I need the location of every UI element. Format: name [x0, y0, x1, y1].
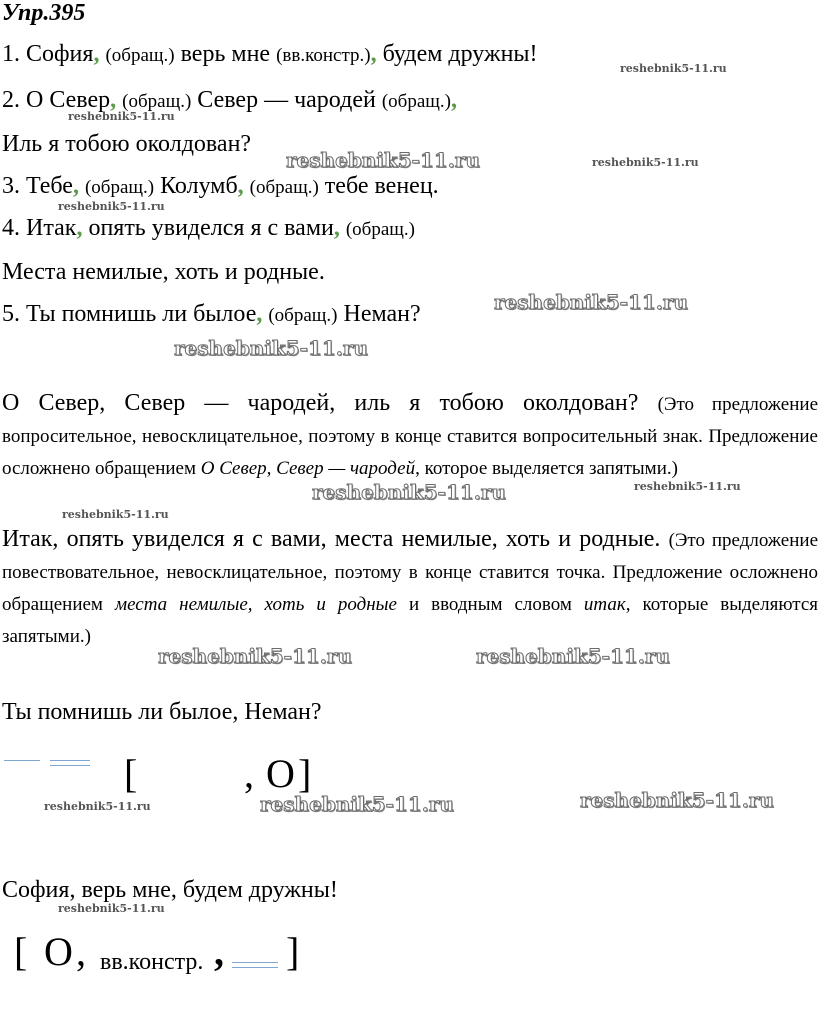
scheme-2-intro: вв.констр. [100, 949, 204, 975]
sentence-text: София [26, 41, 94, 67]
watermark: reshebnik5-11.ru [68, 110, 175, 123]
scheme-1-address: О [266, 751, 295, 796]
grammar-label: (обращ.) [268, 305, 338, 326]
sentence-text: Ты помнишь ли былое [26, 301, 257, 327]
highlighted-comma: , [333, 215, 340, 241]
highlighted-comma: , [93, 41, 100, 67]
highlighted-comma: , [72, 173, 79, 199]
watermark: reshebnik5-11.ru [476, 644, 670, 668]
predicate-underline [50, 760, 90, 766]
sentence-4-continuation: Места немилые, хоть и родные. [2, 259, 325, 285]
sentence-number: 5. [2, 301, 20, 327]
scheme-2-open-bracket: [ [14, 929, 28, 974]
grammar-label: (обращ.) [105, 45, 175, 66]
sentence-number: 1. [2, 41, 20, 67]
grammar-label: (обращ.) [345, 219, 415, 240]
scheme-1-close-bracket: ] [298, 751, 312, 796]
sentence-text: Север — чародей [197, 87, 376, 113]
scheme-1-sentence: Ты помнишь ли былое, Неман? [2, 699, 322, 725]
analysis-italic: места немилые, хоть и родные [114, 594, 397, 615]
sentence-5 [2, 300, 421, 330]
sentence-text: Тебе [26, 173, 73, 199]
sentence-number: 2. [2, 87, 20, 113]
sentence-1 [2, 40, 538, 70]
analysis-sentence: О Север, Север — чародей, иль я тобою околдован? [2, 390, 639, 416]
exercise-title: Упр.395 [2, 0, 86, 26]
sentence-number: 3. [2, 173, 20, 199]
watermark: reshebnik5-11.ru [62, 508, 169, 521]
highlighted-comma: , [76, 215, 83, 241]
scheme-2-sentence: София, верь мне, будем дружны! [2, 877, 338, 903]
analysis-sentence: Итак, опять увиделся я с вами, места немилые, хоть и родные. [2, 526, 661, 552]
grammar-label: (обращ.) [381, 91, 451, 112]
watermark: reshebnik5-11.ru [174, 336, 368, 360]
sentence-text: верь мне [180, 41, 271, 67]
highlighted-comma: , [256, 301, 263, 327]
watermark: reshebnik5-11.ru [58, 902, 165, 915]
sentence-text: тебе венец. [324, 173, 439, 199]
analysis-note: и вводным словом [396, 594, 584, 615]
watermark: reshebnik5-11.ru [580, 788, 774, 812]
highlighted-comma: , [370, 41, 377, 67]
watermark: reshebnik5-11.ru [286, 148, 480, 172]
watermark: reshebnik5-11.ru [260, 792, 454, 816]
analysis-note: , которое выделяется запятыми.) [415, 458, 678, 479]
watermark: reshebnik5-11.ru [158, 644, 352, 668]
scheme-2-address: О [44, 929, 73, 974]
analysis-italic: итак [583, 594, 626, 615]
watermark: reshebnik5-11.ru [44, 800, 151, 813]
watermark: reshebnik5-11.ru [494, 290, 688, 314]
scheme-2-close-bracket: ] [286, 929, 300, 974]
grammar-label: (обращ.) [249, 177, 319, 198]
analysis-italic: О Север, Север — чародей [200, 458, 416, 479]
watermark: reshebnik5-11.ru [312, 480, 506, 504]
highlighted-comma: , [110, 87, 117, 113]
grammar-label: (обращ.) [84, 177, 155, 198]
watermark: reshebnik5-11.ru [620, 62, 727, 75]
watermark: reshebnik5-11.ru [58, 200, 165, 213]
sentence-4 [2, 214, 415, 244]
analysis-paragraph-2 [2, 524, 818, 652]
analysis-note: , которые выделяются запятыми.) [2, 594, 818, 647]
sentence-text: Итак [26, 215, 77, 241]
analysis-note: (Это предложение повествовательное, невосклицательное, поэтому в конце ставится точка. Предложение осложнено обращением [2, 530, 818, 615]
sentence-text: будем дружны! [382, 41, 538, 67]
watermark: reshebnik5-11.ru [592, 156, 699, 169]
analysis-note: (Это предложение вопросительное, невосклицательное, поэтому в конце ставится вопросительный знак. Предложение осложнено обращением [2, 394, 819, 479]
analysis-paragraph-1 [2, 388, 818, 484]
sentence-text: опять увиделся я с вами [88, 215, 334, 241]
highlighted-comma: , [450, 87, 457, 113]
scheme-2-comma-1: , [76, 929, 86, 974]
grammar-label: (обращ.) [122, 91, 192, 112]
sentence-text: Колумб [160, 173, 238, 199]
sentence-text: Неман? [343, 301, 421, 327]
sentence-2-continuation: Иль я тобою околдован? [2, 131, 252, 157]
scheme-1-comma: , [244, 751, 254, 796]
sentence-number: 4. [2, 215, 20, 241]
scheme-1-open-bracket: [ [124, 751, 138, 796]
subject-underline [4, 760, 40, 761]
sentence-text: О Север [26, 87, 111, 113]
grammar-label: (вв.констр.) [276, 45, 371, 66]
predicate-underline [232, 962, 278, 968]
scheme-2-comma-2: , [214, 929, 224, 974]
watermark: reshebnik5-11.ru [634, 480, 741, 493]
highlighted-comma: , [237, 173, 244, 199]
sentence-3 [2, 172, 439, 202]
